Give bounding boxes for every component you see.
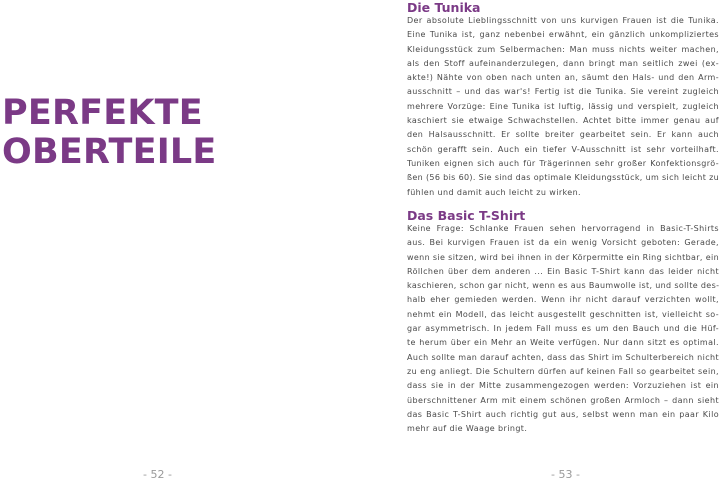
text-line: te herum über ein Mehr an Weite verfügen. Nur dann sitzt es optimal.: [407, 338, 719, 348]
section-tunika: [407, 0, 719, 200]
text-line: ßen (56 bis 60). Sie sind das optimale Kleidungsstück, um sich leicht zu: [407, 173, 720, 183]
text-line: als den Stoff aufeinanderzulegen, dann bringt man seitlich zwei (ex-: [407, 58, 719, 68]
text-line: mehr auf die Waage bringt.: [407, 424, 528, 434]
section-body: [407, 222, 719, 436]
text-line: Keine Frage: Schlanke Frauen sehen hervorragend in Basic-T-Shirts: [407, 224, 719, 233]
text-line: das Basic T-Shirt auch richtig gut aus, selbst wenn man ein paar Kilo: [407, 409, 719, 419]
text-line: aus. Bei kurvigen Frauen ist da ein wenig Vorsicht geboten: Gerade,: [407, 238, 719, 248]
text-line: den Halsausschnitt. Er sollte breiter gearbeitet sein. Er kann auch: [407, 130, 719, 140]
text-line: fühlen und damit auch leicht zu wirken.: [407, 187, 582, 197]
left-page: [0, 0, 360, 480]
text-line: kaschieren, schon gar nicht, wenn es aus Baumwolle ist, und sollte des-: [407, 281, 720, 291]
page-number-right: - 53 -: [551, 468, 580, 481]
section-heading: Die Tunika: [407, 0, 481, 15]
chapter-title-line: OBERTEILE: [2, 132, 217, 172]
text-line: akte!) Nähte von oben nach unten an, säumt den Hals- und den Arm-: [407, 73, 719, 83]
text-line: Röllchen über dem anderen ... Ein Basic T-Shirt kann das leider nicht: [407, 266, 719, 276]
text-line: gar asymmetrisch. In jedem Fall muss es um den Bauch und die Hüf-: [407, 324, 719, 334]
page-number-left: - 52 -: [143, 468, 172, 481]
text-line: ausschnitt – und das war's! Fertig ist die Tunika. Sie vereint zugleich: [407, 87, 719, 97]
section-heading: Das Basic T-Shirt: [407, 208, 526, 223]
section-basic-t-shirt: [407, 208, 719, 436]
text-line: Tuniken eignen sich auch für Trägerinnen sehr großer Konfektionsgrö-: [407, 158, 719, 168]
text-line: wenn sie sitzen, wird bei ihnen in der Körpermitte ein Ring sichtbar, ein: [407, 252, 719, 262]
text-line: Auch sollte man darauf achten, dass das Shirt im Schulterbereich nicht: [407, 352, 719, 362]
text-line: mehrere Vorzüge: Eine Tunika ist luftig, lässig und verspielt, zugleich: [407, 101, 719, 111]
chapter-title: [2, 94, 217, 172]
chapter-title-line: PERFEKTE: [2, 93, 203, 133]
text-line: zu eng anliegt. Die Schultern dürfen auf keinen Fall so gearbeitet sein,: [407, 366, 719, 376]
right-page: [360, 0, 720, 480]
text-line: nehmt ein Modell, das leicht ausgestellt geschnitten ist, vielleicht so-: [407, 309, 719, 319]
text-line: Kleidungsstück zum Selbermachen: Man muss nichts weiter machen,: [407, 44, 719, 54]
text-line: Eine Tunika ist, ganz nebenbei erwähnt, ein gänzlich unkompliziertes: [407, 30, 719, 40]
text-line: dass sie in der Mitte zusammengezogen werden: Vorzuziehen ist ein: [407, 381, 719, 391]
text-line: halb eher gemieden werden. Wenn ihr nicht darauf verzichten wollt,: [407, 295, 719, 305]
text-line: Der absolute Lieblingsschnitt von uns kurvigen Frauen ist die Tunika.: [407, 16, 719, 25]
text-line: kaschiert sie etwaige Schwachstellen. Achtet bitte immer genau auf: [407, 116, 719, 126]
text-line: überschnittener Arm mit einem schönen großen Armloch – dann sieht: [407, 395, 719, 405]
section-body: [407, 14, 719, 200]
text-line: schön gerafft sein. Auch ein tiefer V-Ausschnitt ist sehr vorteilhaft.: [407, 144, 719, 154]
